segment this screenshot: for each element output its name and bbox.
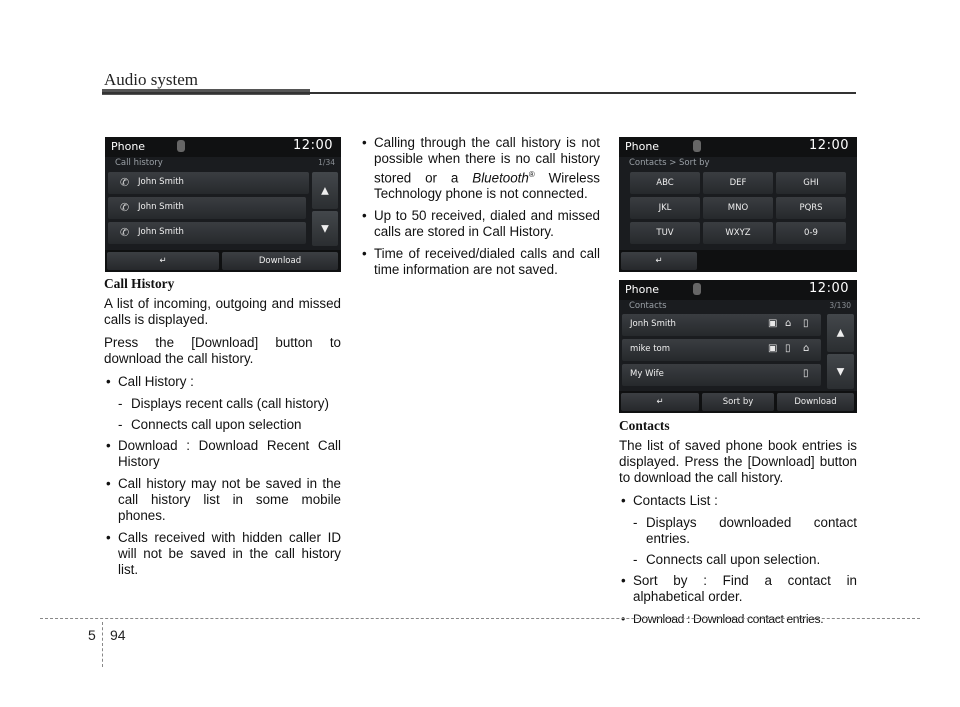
bullet-item: • Calls received with hidden caller ID will not be saved in the call history list.: [104, 530, 341, 578]
sort-key[interactable]: ABC: [630, 172, 700, 194]
mobile-phone-icon: ▣: [768, 343, 778, 354]
back-icon: ↵: [656, 397, 664, 407]
scroll-up-button[interactable]: [312, 172, 338, 209]
contact-name: mike tom: [630, 344, 671, 354]
sort-by-button[interactable]: Sort by: [702, 393, 774, 411]
contact-name: John Smith: [138, 202, 184, 212]
footer-rule: [40, 618, 920, 619]
arrow-down-icon: ▼: [836, 366, 845, 377]
footer-divider: [102, 622, 103, 667]
sort-key[interactable]: DEF: [703, 172, 773, 194]
sort-key[interactable]: GHI: [776, 172, 846, 194]
section-heading: Call History: [104, 276, 175, 291]
call-history-screen: [105, 137, 341, 272]
bullet-list: [619, 493, 857, 627]
bullet-item: • Time of received/dialed calls and call time information are not saved.: [360, 246, 600, 278]
phone-icon: ▯: [803, 318, 809, 329]
bullet-item: • Download : Download Recent Call History: [104, 438, 341, 470]
arrow-up-icon: ▲: [836, 327, 845, 339]
screen-bottom-bar: [619, 391, 857, 413]
screen-title: Phone: [625, 283, 660, 296]
sort-key[interactable]: MNO: [703, 197, 773, 219]
call-history-row[interactable]: [108, 172, 309, 194]
phone-icon: ✆: [120, 201, 130, 214]
phone-icon: ✆: [120, 226, 130, 239]
home-icon: ⌂: [785, 318, 792, 329]
header-rule: [102, 92, 856, 94]
bullet-item: • Call History :: [104, 374, 341, 390]
scroll-down-button[interactable]: [312, 211, 338, 246]
bluetooth-icon: [177, 140, 185, 152]
sub-item: - Displays downloaded contact entries.: [619, 515, 857, 547]
contacts-sort-screen: [619, 137, 857, 272]
bullet-item: • Sort by : Find a contact in alphabetical order.: [619, 573, 857, 605]
page-number: 94: [110, 627, 126, 643]
middle-column: [360, 135, 600, 284]
chapter-number: 5: [88, 627, 96, 643]
arrow-up-icon: ▲: [321, 185, 329, 196]
bullet-list: [360, 135, 600, 278]
back-button[interactable]: [107, 252, 219, 270]
sort-key[interactable]: JKL: [630, 197, 700, 219]
contact-row[interactable]: [622, 314, 821, 336]
list-count: 1/34: [318, 158, 335, 167]
paragraph: Press the [Download] button to download the call history.: [104, 335, 341, 366]
contact-name: John Smith: [138, 177, 184, 187]
contact-row[interactable]: [622, 364, 821, 386]
bullet-item: • Contacts List :: [619, 493, 857, 509]
list-count: 3/130: [829, 301, 851, 310]
section-heading: Contacts: [619, 418, 670, 433]
contact-name: Jonh Smith: [630, 319, 676, 329]
sub-item: - Connects call upon selection.: [619, 552, 857, 568]
sub-item: - Connects call upon selection: [104, 417, 341, 433]
download-button[interactable]: Download: [777, 393, 854, 411]
mobile-phone-icon: ▣: [768, 318, 778, 329]
scroll-up-button[interactable]: [827, 314, 854, 352]
screen-bottom-bar: [105, 250, 341, 272]
back-button[interactable]: [621, 252, 697, 270]
screen-subtitle: Contacts: [629, 301, 667, 311]
clock: 12:00: [809, 138, 849, 153]
call-history-row[interactable]: [108, 222, 306, 244]
screen-subtitle: Call history: [115, 158, 163, 168]
bluetooth-brand: Bluetooth: [472, 170, 529, 186]
sub-item: - Displays recent calls (call history): [104, 396, 341, 412]
screen-title: Phone: [625, 140, 660, 153]
bluetooth-icon: [693, 140, 701, 152]
paragraph: A list of incoming, outgoing and missed calls is displayed.: [104, 296, 341, 327]
page-header-title: Audio system: [104, 70, 198, 89]
bullet-item: • Up to 50 received, dialed and missed calls are stored in Call History.: [360, 208, 600, 240]
screen-bottom-bar: [619, 250, 857, 272]
back-icon: ↵: [159, 256, 167, 266]
phone-icon: ✆: [120, 176, 130, 189]
bullet-item: • Download : Download contact entries.: [619, 611, 857, 627]
phone-icon: ▯: [803, 368, 809, 379]
sort-key[interactable]: TUV: [630, 222, 700, 244]
sort-key[interactable]: WXYZ: [703, 222, 773, 244]
contact-name: John Smith: [138, 227, 184, 237]
sort-key[interactable]: PQRS: [776, 197, 846, 219]
paragraph: The list of saved phone book entries is displayed. Press the [Download] button to download the call history.: [619, 438, 857, 485]
back-icon: ↵: [655, 256, 663, 266]
bullet-list: [104, 374, 341, 578]
screen-subtitle: Contacts > Sort by: [629, 158, 710, 168]
download-button[interactable]: Download: [222, 252, 338, 270]
bullet-item: • Calling through the call history is not possible when there is no call history stored or a Bluetooth® Wireless Technology phone is not connected.: [360, 135, 600, 202]
left-column: [104, 276, 341, 584]
contacts-screen: [619, 280, 857, 413]
phone-icon: ▯: [785, 343, 791, 354]
clock: 12:00: [293, 138, 333, 153]
clock: 12:00: [809, 281, 849, 296]
call-history-row[interactable]: [108, 197, 306, 219]
scroll-down-button[interactable]: [827, 354, 854, 389]
contact-row[interactable]: [622, 339, 821, 361]
right-column: [619, 418, 857, 633]
back-button[interactable]: [621, 393, 699, 411]
screen-title: Phone: [111, 140, 146, 153]
contact-name: My Wife: [630, 369, 664, 379]
arrow-down-icon: ▼: [321, 223, 329, 234]
bluetooth-icon: [693, 283, 701, 295]
sort-key[interactable]: 0-9: [776, 222, 846, 244]
bullet-item: • Call history may not be saved in the call history list in some mobile phones.: [104, 476, 341, 524]
home-icon: ⌂: [803, 343, 810, 354]
